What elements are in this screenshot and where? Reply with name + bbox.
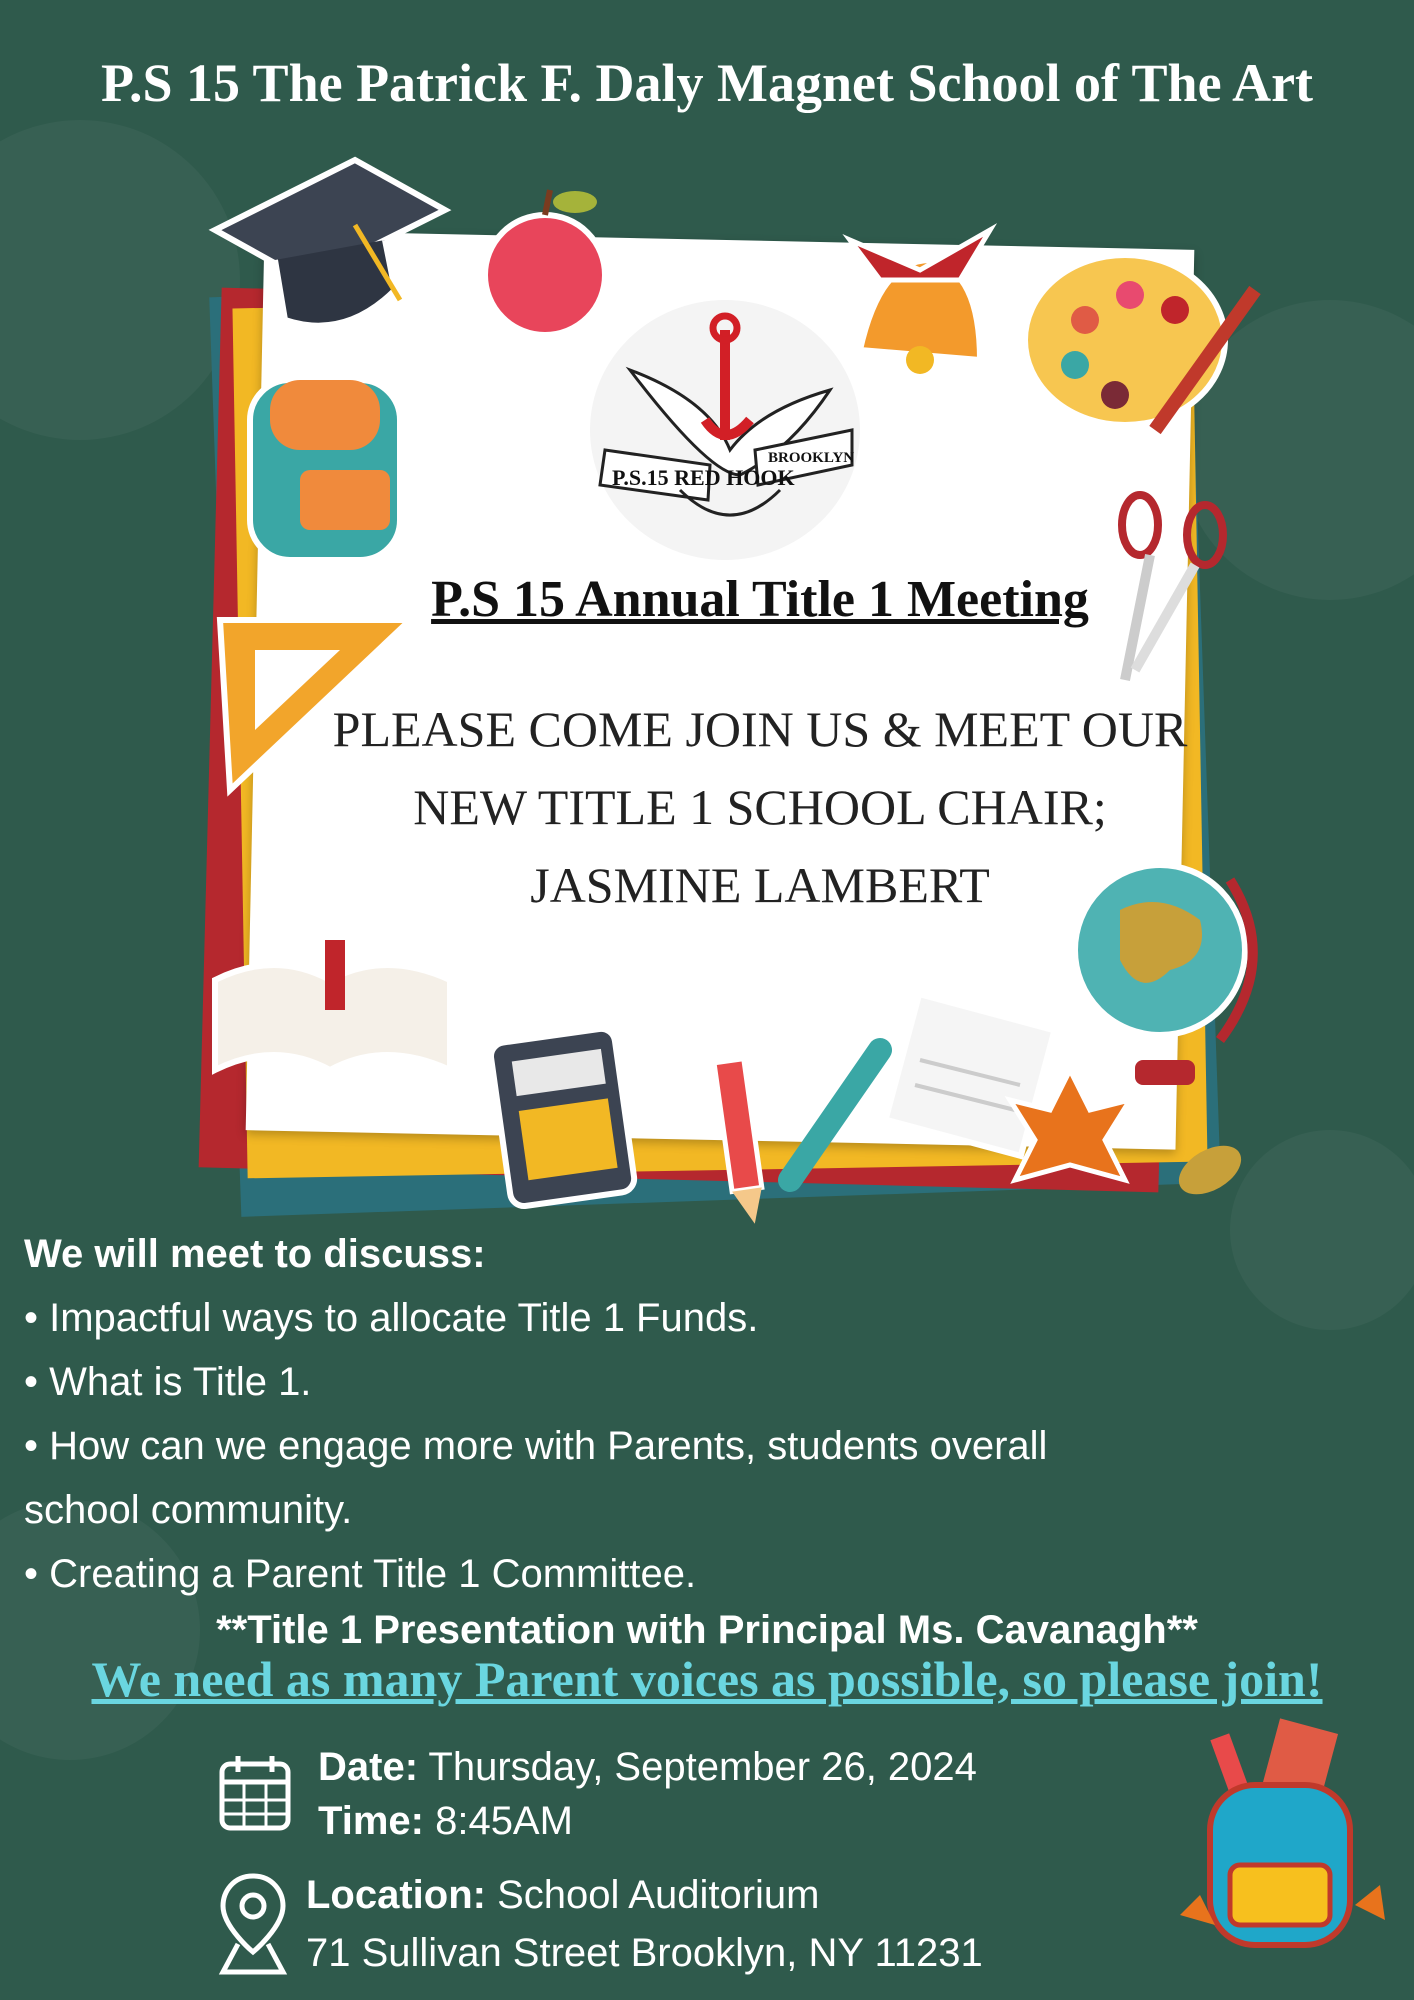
graduation-cap-icon xyxy=(205,150,455,330)
list-item: • Creating a Parent Title 1 Committee. xyxy=(24,1552,697,1596)
discussion-heading: We will meet to discuss: xyxy=(24,1232,486,1276)
date-row xyxy=(318,1740,977,1794)
location-pin-icon xyxy=(218,1872,288,1977)
date-label: Date: xyxy=(318,1745,419,1789)
leaf-icon xyxy=(1000,1060,1140,1200)
logo-text-left: P.S.15 RED HOOK xyxy=(612,465,795,490)
ruler-icon xyxy=(210,600,420,800)
calendar-icon xyxy=(218,1752,292,1832)
invite-line: NEW TITLE 1 SCHOOL CHAIR; xyxy=(413,779,1107,835)
apple-icon xyxy=(470,180,620,340)
location-value: School Auditorium xyxy=(485,1873,820,1917)
meeting-title: P.S 15 Annual Title 1 Meeting xyxy=(431,571,1089,628)
time-value: 8:45AM xyxy=(423,1799,573,1843)
presentation-note: **Title 1 Presentation with Principal Ms. Cavanagh** xyxy=(216,1608,1198,1652)
location-row xyxy=(306,1868,820,1922)
logo-text-right: BROOKLYN xyxy=(768,450,855,466)
school-name-title: P.S 15 The Patrick F. Daly Magnet School of The Art xyxy=(100,53,1314,113)
discussion-list xyxy=(24,1222,1264,1606)
address-row: 71 Sullivan Street Brooklyn, NY 11231 xyxy=(306,1931,983,1975)
book-icon xyxy=(205,920,465,1090)
call-to-action: We need as many Parent voices as possible, so please join! xyxy=(91,1651,1323,1707)
list-item: school community. xyxy=(24,1488,353,1532)
paint-palette-icon xyxy=(1015,230,1265,450)
list-item: • How can we engage more with Parents, students overall xyxy=(24,1424,1048,1468)
time-row xyxy=(318,1794,573,1848)
leaf-icon xyxy=(1170,1130,1250,1210)
list-item: • Impactful ways to allocate Title 1 Funds. xyxy=(24,1296,759,1340)
time-label: Time: xyxy=(318,1799,424,1843)
date-value: Thursday, September 26, 2024 xyxy=(418,1745,977,1789)
bell-icon xyxy=(820,200,1010,390)
invite-line: PLEASE COME JOIN US & MEET OUR xyxy=(332,701,1188,757)
location-label: Location: xyxy=(306,1873,486,1917)
backpack-icon xyxy=(200,360,430,570)
calculator-icon xyxy=(490,1025,640,1210)
list-item: • What is Title 1. xyxy=(24,1360,312,1404)
invite-line: JASMINE LAMBERT xyxy=(530,857,990,913)
school-bag-icon xyxy=(1160,1715,1390,1955)
scissors-icon xyxy=(1095,490,1245,690)
pencil-icon xyxy=(705,1050,775,1230)
